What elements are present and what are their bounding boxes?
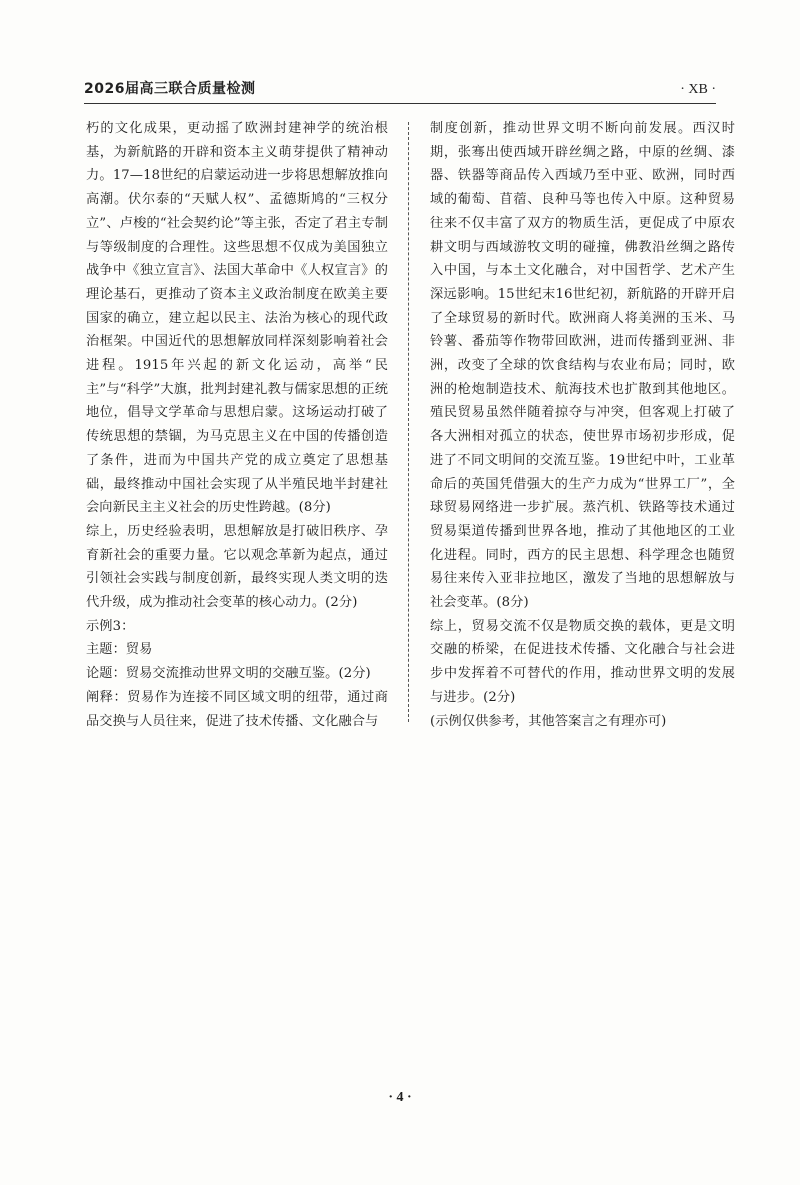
- paragraph: 主题：贸易: [86, 642, 153, 658]
- right-column: [430, 117, 735, 733]
- paragraph: 阐释：贸易作为连接不同区域文明的纽带，通过商品交换与人员往来，促进了技术传播、文化融合与: [86, 689, 388, 729]
- left-column: [86, 117, 388, 733]
- paragraph: 综上，历史经验表明，思想解放是打破旧秩序、孕育新社会的重要力量。它以观念革新为起点，通过引领社会实践与制度创新，最终实现人类文明的迭代升级，成为推动社会变革的核心动力。(2分): [86, 523, 388, 611]
- exam-title: 2026届高三联合质量检测: [84, 81, 256, 97]
- paragraph: 综上，贸易交流不仅是物质交换的载体，更是文明交融的桥梁，在促进技术传播、文化融合与社会进步中发挥着不可替代的作用，推动世界文明的发展与进步。(2分): [430, 618, 735, 705]
- paragraph: 制度创新，推动世界文明不断向前发展。西汉时期，张骞出使西域开辟丝绸之路，中原的丝绸、漆器、铁器等商品传入西域乃至中亚、欧洲，同时西域的葡萄、苜蓿、良种马等也传入中原。这种贸易往来不仅丰富了双方的物质生活，更促成了中原农耕文明与西域游牧文明的碰撞，佛教沿丝绸之路传入中国，与本土文化融合，对中国哲学、艺术产生深远影响。15世纪末16世纪初，新航路的开辟开启了全球贸易的新时代。欧洲商人将美洲的玉米、马铃薯、番茄等作物带回欧洲，进而传播到亚洲、非洲，改变了全球的饮食结构与农业布局；同时，欧洲的枪炮制造技术、航海技术也扩散到其他地区。殖民贸易虽然伴随着掠夺与冲突，但客观上打破了各大洲相对孤立的状态，使世界市场初步形成，促进了不同文明间的交流互鉴。19世纪中叶，工业革命后的英国凭借强大的生产力成为“世界工厂”，全球贸易网络进一步扩展。蒸汽机、铁路等技术通过贸易渠道传播到世界各地，推动了其他地区的工业化进程。同时，西方的民主思想、科学理念也随贸易往来传入亚非拉地区，激发了当地的思想解放与社会变革。(8分): [430, 121, 735, 611]
- paragraph: 朽的文化成果，更动摇了欧洲封建神学的统治根基，为新航路的开辟和资本主义萌芽提供了精神动力。17—18世纪的启蒙运动进一步将思想解放推向高潮。伏尔泰的“天赋人权”、孟德斯鸠的“三权分立”、卢梭的“社会契约论”等主张，否定了君主专制与等级制度的合理性。这些思想不仅成为美国独立战争中《独立宣言》、法国大革命中《人权宣言》的理论基石，更推动了资本主义政治制度在欧美主要国家的确立，建立起以民主、法治为核心的现代政治框架。中国近代的思想解放同样深刻影响着社会进程。1915年兴起的新文化运动，高举“民主”与“科学”大旗，批判封建礼教与儒家思想的正统地位，倡导文学革命与思想启蒙。这场运动打破了传统思想的禁锢，为马克思主义在中国的传播创造了条件，进而为中国共产党的成立奠定了思想基础，最终推动中国社会实现了从半殖民地半封建社会向新民主主义社会的历史性跨越。(8分): [86, 121, 388, 516]
- page-number: · 4 ·: [388, 1090, 412, 1105]
- page-header: [84, 76, 716, 98]
- paragraph: (示例仅供参考，其他答案言之有理亦可): [430, 713, 667, 729]
- header-rule: [84, 103, 716, 104]
- exam-code: · XB ·: [680, 82, 716, 97]
- paragraph: 示例3：: [86, 618, 135, 634]
- paragraph: 论题：贸易交流推动世界文明的交融互鉴。(2分): [86, 666, 371, 682]
- column-divider: [408, 122, 409, 722]
